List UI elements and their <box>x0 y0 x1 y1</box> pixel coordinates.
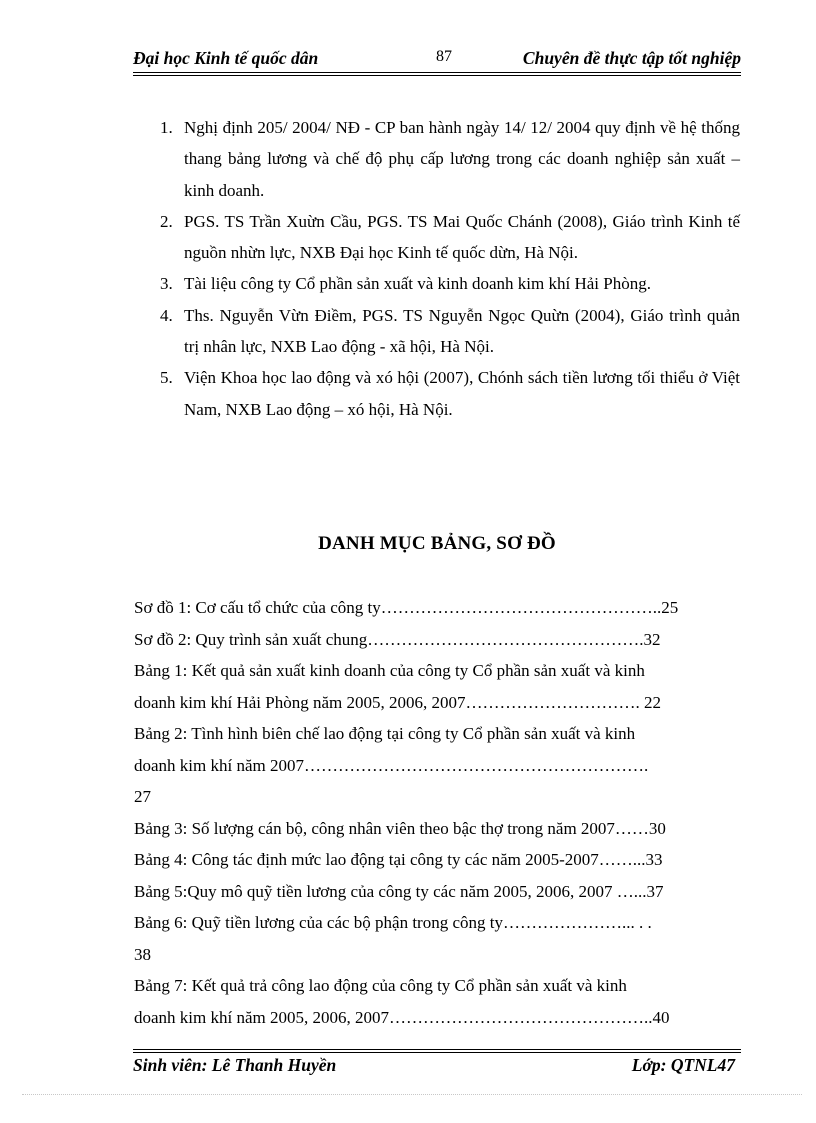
toc-entry-text: Sơ đồ 2: Quy trình sản xuất chung………………………………………….32 <box>134 629 661 649</box>
toc-entry[interactable] <box>134 655 744 718</box>
page-number: 87 <box>436 48 452 65</box>
reference-text: Nghị định 205/ 2004/ NĐ - CP ban hành ngày 14/ 12/ 2004 quy định về hệ thống thang bảng lương và chế độ phụ cấp lương trong các doanh nghiệp sản xuất – kinh doanh. <box>184 118 741 200</box>
toc-entry[interactable] <box>134 624 744 656</box>
toc-entry-text: doanh kim khí Hải Phòng năm 2005, 2006, 2007…………………………. 22 <box>134 692 661 712</box>
toc-entry-text: Bảng 6: Quỹ tiền lương của các bộ phận trong công ty…………………... . . <box>134 913 652 932</box>
header-university: Đại học Kinh tế quốc dân <box>133 48 319 68</box>
toc-entry[interactable] <box>134 592 744 624</box>
footer-student-name: Sinh viên: Lê Thanh Huyền <box>133 1055 337 1075</box>
footer-rule <box>133 1049 741 1050</box>
toc-entry[interactable] <box>134 907 744 970</box>
reference-item <box>160 300 740 363</box>
reference-number: 3. <box>160 274 173 294</box>
toc-entry-text: Sơ đồ 1: Cơ cấu tổ chức của công ty…………………………………………..25 <box>134 598 679 617</box>
reference-text: PGS. TS Trần Xuừn Cầu, PGS. TS Mai Quốc Chánh (2008), Giáo trình Kinh tế nguồn nhừn lực, NXB Đại học Kinh tế quốc dừn, Hà Nội. <box>184 211 740 263</box>
toc-entry-page: 27 <box>134 787 151 806</box>
toc-entry[interactable] <box>134 813 744 845</box>
header-rule <box>133 72 741 73</box>
reference-number: 2. <box>160 211 173 231</box>
reference-item <box>160 206 740 269</box>
toc-entry-text: Bảng 5:Quy mô quỹ tiền lương của công ty các năm 2005, 2006, 2007 …...37 <box>134 881 664 901</box>
reference-number: 1. <box>160 118 173 137</box>
footer-rule-secondary <box>133 1052 741 1053</box>
toc-entry-text: Bảng 4: Công tác định mức lao động tại công ty các năm 2005-2007……...33 <box>134 850 663 869</box>
page-footer <box>133 1055 741 1079</box>
toc-entry[interactable] <box>134 970 744 1033</box>
reference-text: Ths. Nguyễn Vừn Điềm, PGS. TS Nguyễn Ngọc Quừn (2004), Giáo trình quản trị nhân lực, NXB Lao động - xã hội, Hà Nội. <box>184 305 741 357</box>
toc-entry-text: Bảng 3: Số lượng cán bộ, công nhân viên theo bậc thợ trong năm 2007……30 <box>134 818 666 838</box>
table-of-figures <box>134 592 744 1033</box>
page-bottom-border <box>22 1094 802 1095</box>
toc-entry-text: doanh kim khí năm 2007……………………………………………………. <box>134 755 649 775</box>
reference-item <box>160 362 740 425</box>
reference-number: 5. <box>160 368 173 388</box>
toc-heading: DANH MỤC BẢNG, SƠ ĐỒ <box>318 533 556 554</box>
reference-item <box>160 112 740 206</box>
toc-entry-text: Bảng 7: Kết quả trả công lao động của công ty Cổ phần sản xuất và kinh <box>134 976 627 995</box>
reference-text: Viện Khoa học lao động và xó hội (2007), Chónh sách tiền lương tối thiểu ở Việt Nam, NXB Lao động – xó hội, Hà Nội. <box>184 368 741 419</box>
toc-entry-page: 38 <box>134 944 151 964</box>
header-rule-secondary <box>133 75 741 76</box>
reference-list <box>160 112 740 425</box>
toc-entry-text: Bảng 1: Kết quả sản xuất kinh doanh của công ty Cổ phần sản xuất và kinh <box>134 661 645 680</box>
reference-number: 4. <box>160 305 173 325</box>
toc-entry-text: doanh kim khí năm 2005, 2006, 2007………………………………………..40 <box>134 1007 670 1027</box>
toc-entry[interactable] <box>134 718 744 813</box>
page-header <box>133 48 741 72</box>
toc-entry[interactable] <box>134 876 744 908</box>
reference-item <box>160 268 740 299</box>
reference-text: Tài liệu công ty Cổ phần sản xuất và kinh doanh kim khí Hải Phòng. <box>184 274 651 294</box>
header-report-title: Chuyên đề thực tập tốt nghiệp <box>522 48 741 68</box>
toc-entry[interactable] <box>134 844 744 876</box>
footer-class-code: Lớp: QTNL47 <box>631 1055 735 1075</box>
toc-entry-text: Bảng 2: Tình hình biên chế lao động tại công ty Cổ phần sản xuất và kinh <box>134 724 636 743</box>
